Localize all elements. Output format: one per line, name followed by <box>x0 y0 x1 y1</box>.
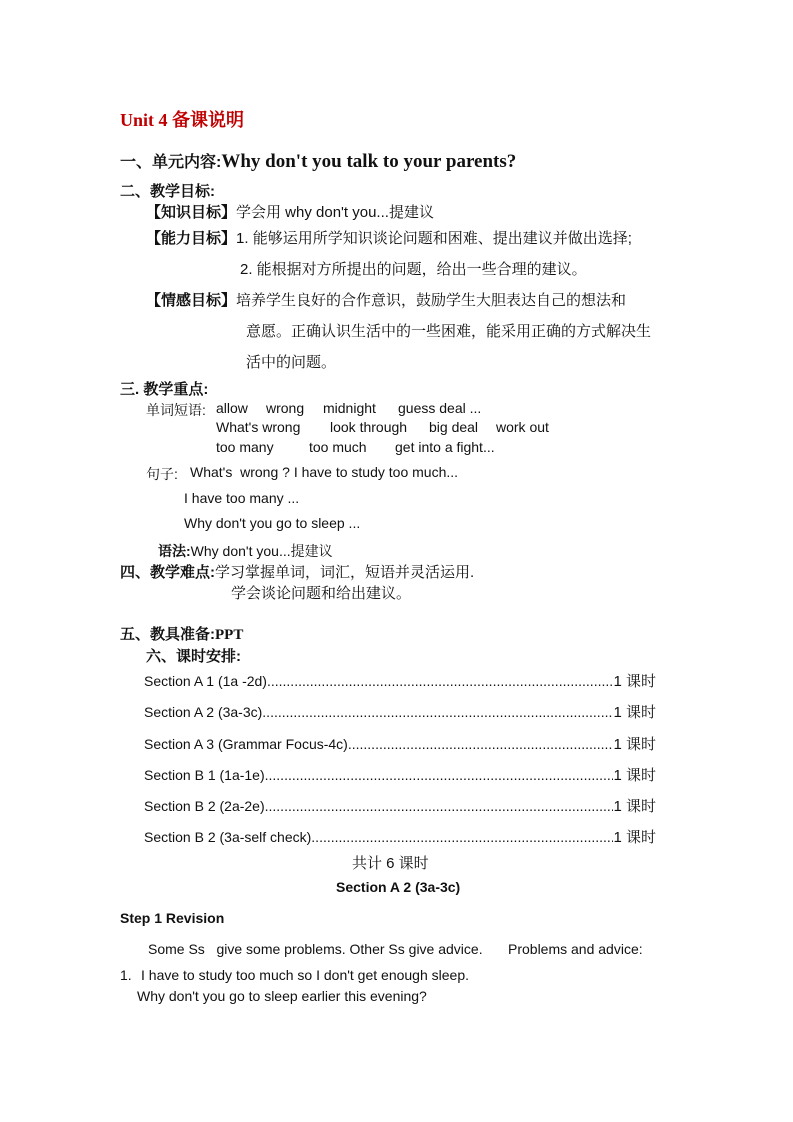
knowledge-label: 【知识目标】 <box>146 204 237 221</box>
schedule-total: 共计 6 课时 <box>352 855 429 872</box>
schedule-label: Section B 2 (2a-2e) <box>144 798 265 814</box>
ability-label: 【能力目标】 <box>146 230 237 247</box>
objectives-heading: 二、教学目标: <box>120 183 215 200</box>
list-item-number: 1. <box>120 967 132 983</box>
emotion-objective <box>146 289 626 310</box>
grammar <box>158 541 333 561</box>
word-3: midnight <box>323 400 376 416</box>
word-1: allow <box>216 400 248 416</box>
sentence-3: Why don't you go to sleep ... <box>184 515 361 531</box>
schedule-heading: 六、课时安排: <box>146 648 241 665</box>
leader-dots <box>267 673 614 689</box>
difficulties-heading: 四、教学难点: <box>120 564 215 581</box>
unit-content-value: Why don't you talk to your parents? <box>221 151 517 172</box>
difficulties <box>120 561 474 582</box>
page-title: Unit 4 备课说明 <box>120 110 245 130</box>
emotion-line-2: 意愿。正确认识生活中的一些困难，能采用正确的方式解决生 <box>246 323 652 340</box>
word-5: What's wrong <box>216 419 301 435</box>
ability-item-2: 2. 能根据对方所提出的问题，给出一些合理的建议。 <box>240 261 587 278</box>
schedule-row <box>144 670 656 691</box>
word-9: too many <box>216 439 274 455</box>
leader-dots <box>262 704 613 720</box>
word-6: look through <box>330 419 408 435</box>
schedule-label: Section A 3 (Grammar Focus-4c) <box>144 736 348 752</box>
emotion-line-3: 活中的问题。 <box>246 354 337 371</box>
schedule-row <box>144 701 656 722</box>
knowledge-text: 学会用 why don't you...提建议 <box>236 204 434 221</box>
schedule-row <box>144 795 656 816</box>
schedule-hours: 1 课时 <box>613 829 656 846</box>
list-item-line-2: Why don't you go to sleep earlier this evening? <box>137 988 427 1004</box>
grammar-text: Why don't you...提建议 <box>190 543 333 559</box>
step-heading: Step 1 Revision <box>120 910 225 926</box>
ability-item-1: 1. 能够运用所学知识谈论问题和困难、提出建议并做出选择; <box>236 230 632 247</box>
prep <box>120 623 243 644</box>
section-title: Section A 2 (3a-3c) <box>336 879 461 895</box>
schedule-hours: 1 课时 <box>613 736 656 753</box>
leader-dots <box>311 829 613 845</box>
knowledge-objective <box>146 201 434 222</box>
schedule-hours: 1 课时 <box>613 704 656 721</box>
word-4: guess deal ... <box>398 400 482 416</box>
unit-content-label: 一、单元内容: <box>120 154 222 171</box>
difficulties-line-2: 学会谈论问题和给出建议。 <box>231 585 412 602</box>
step-intro: Some Ss give some problems. Other Ss give advice. <box>148 941 483 957</box>
schedule-label: Section A 1 (1a -2d) <box>144 673 267 689</box>
list-item-line-1: I have to study too much so I don't get enough sleep. <box>141 967 470 983</box>
schedule-hours: 1 课时 <box>613 767 656 784</box>
prep-heading: 五、教具准备: <box>120 626 215 643</box>
leader-dots <box>265 798 614 814</box>
schedule-row <box>144 764 656 785</box>
schedule-hours: 1 课时 <box>613 798 656 815</box>
schedule-row <box>144 733 656 754</box>
step-intro-2: Problems and advice: <box>508 941 643 957</box>
words-label: 单词短语: <box>146 402 206 418</box>
word-10: too much <box>309 439 367 455</box>
schedule-hours: 1 课时 <box>613 673 656 690</box>
word-2: wrong <box>266 400 305 416</box>
emotion-label: 【情感目标】 <box>146 292 237 309</box>
key-points-heading: 三. 教学重点: <box>120 381 209 398</box>
prep-value: PPT <box>215 627 244 643</box>
grammar-label: 语法: <box>158 543 191 559</box>
leader-dots <box>265 767 614 783</box>
difficulties-line-1: 学习掌握单词，词汇，短语并灵活运用. <box>215 564 475 581</box>
ability-objective <box>146 227 632 248</box>
leader-dots <box>348 736 614 752</box>
word-7: big deal <box>429 419 479 435</box>
schedule-label: Section B 2 (3a-self check) <box>144 829 312 845</box>
emotion-line-1: 培养学生良好的合作意识，鼓励学生大胆表达自己的想法和 <box>236 292 627 309</box>
sentences-label: 句子: <box>146 466 178 482</box>
schedule-label: Section B 1 (1a-1e) <box>144 767 265 783</box>
schedule-row <box>144 826 656 847</box>
word-8: work out <box>496 419 549 435</box>
sentence-2: I have too many ... <box>184 490 300 506</box>
sentence-1: What's wrong ? I have to study too much... <box>190 464 459 480</box>
schedule-label: Section A 2 (3a-3c) <box>144 704 263 720</box>
word-11: get into a fight... <box>395 439 495 455</box>
unit-content <box>120 149 516 173</box>
